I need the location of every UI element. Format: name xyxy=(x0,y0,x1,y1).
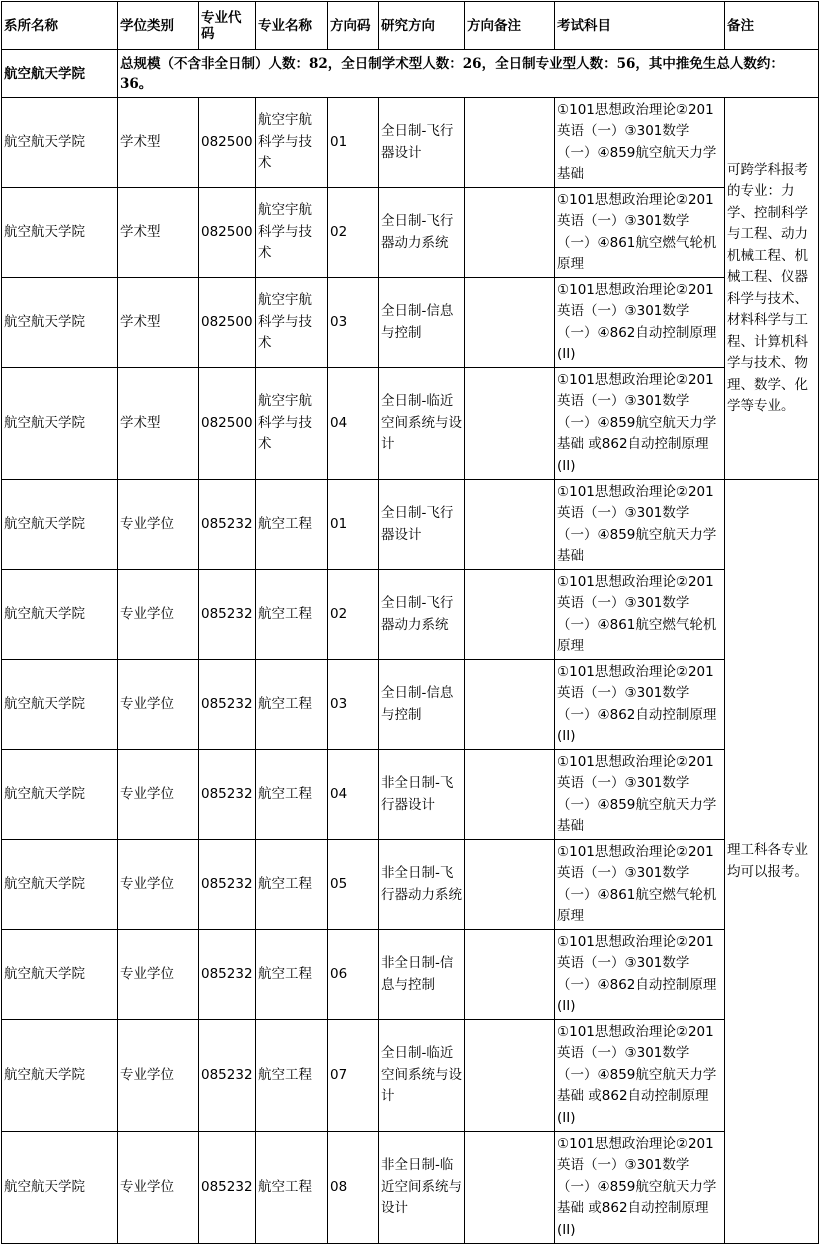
table-body xyxy=(2,50,819,1244)
major-code-cell: 085232 xyxy=(199,840,256,930)
research-direction-cell: 全日制-飞行器设计 xyxy=(379,480,465,570)
research-direction-cell: 非全日制-临近空间系统与设计 xyxy=(379,1132,465,1244)
remarks-academic-cell: 可跨学科报考的专业：力学、控制科学与工程、动力机械工程、机械工程、仪器科学与技术、材料科学与工程、计算机科学与技术、物理、数学、化学等专业。 xyxy=(725,98,819,480)
degree-type-cell: 学术型 xyxy=(118,98,199,188)
major-code-cell: 085232 xyxy=(199,570,256,660)
major-code-cell: 082500 xyxy=(199,278,256,368)
major-name-cell: 航空宇航科学与技术 xyxy=(256,368,328,480)
direction-note-cell xyxy=(465,480,555,570)
major-name-cell: 航空工程 xyxy=(256,570,328,660)
degree-type-cell: 专业学位 xyxy=(118,930,199,1020)
major-code-cell: 082500 xyxy=(199,98,256,188)
exam-subjects-cell: ①101思想政治理论②201英语（一）③301数学（一）④862自动控制原理(II) xyxy=(555,930,725,1020)
scale-summary: 总规模（不含非全日制）人数：82，全日制学术型人数：26，全日制专业型人数：56，其中推免生总人数约：36。 xyxy=(118,50,819,98)
major-name-cell: 航空工程 xyxy=(256,1132,328,1244)
department-cell: 航空航天学院 xyxy=(2,1132,118,1244)
direction-code-cell: 05 xyxy=(328,840,379,930)
department-cell: 航空航天学院 xyxy=(2,480,118,570)
research-direction-cell: 非全日制-飞行器设计 xyxy=(379,750,465,840)
research-direction-cell: 全日制-飞行器设计 xyxy=(379,98,465,188)
table-row xyxy=(2,570,819,660)
exam-subjects-cell: ①101思想政治理论②201英语（一）③301数学（一）④861航空燃气轮机原理 xyxy=(555,840,725,930)
degree-type-cell: 专业学位 xyxy=(118,750,199,840)
table-row xyxy=(2,660,819,750)
major-name-cell: 航空工程 xyxy=(256,750,328,840)
header-degree-type: 学位类别 xyxy=(118,2,199,50)
department-cell: 航空航天学院 xyxy=(2,98,118,188)
degree-type-cell: 学术型 xyxy=(118,368,199,480)
department-cell: 航空航天学院 xyxy=(2,278,118,368)
table-row xyxy=(2,1020,819,1132)
scale-department: 航空航天学院 xyxy=(2,50,118,98)
exam-subjects-cell: ①101思想政治理论②201英语（一）③301数学（一）④862自动控制原理(II) xyxy=(555,278,725,368)
major-name-cell: 航空宇航科学与技术 xyxy=(256,188,328,278)
major-code-cell: 085232 xyxy=(199,660,256,750)
remarks-professional-cell: 理工科各专业均可以报考。 xyxy=(725,480,819,1244)
direction-code-cell: 03 xyxy=(328,278,379,368)
degree-type-cell: 专业学位 xyxy=(118,480,199,570)
research-direction-cell: 全日制-信息与控制 xyxy=(379,660,465,750)
exam-subjects-cell: ①101思想政治理论②201英语（一）③301数学（一）④859航空航天力学基础 xyxy=(555,750,725,840)
major-name-cell: 航空宇航科学与技术 xyxy=(256,278,328,368)
table-row xyxy=(2,750,819,840)
major-name-cell: 航空工程 xyxy=(256,930,328,1020)
research-direction-cell: 全日制-飞行器动力系统 xyxy=(379,188,465,278)
direction-note-cell xyxy=(465,930,555,1020)
degree-type-cell: 学术型 xyxy=(118,278,199,368)
direction-code-cell: 08 xyxy=(328,1132,379,1244)
direction-note-cell xyxy=(465,750,555,840)
direction-note-cell xyxy=(465,98,555,188)
direction-code-cell: 02 xyxy=(328,188,379,278)
admissions-table xyxy=(1,1,819,1244)
department-cell: 航空航天学院 xyxy=(2,570,118,660)
degree-type-cell: 专业学位 xyxy=(118,660,199,750)
direction-code-cell: 03 xyxy=(328,660,379,750)
major-code-cell: 085232 xyxy=(199,1020,256,1132)
header-major-code: 专业代码 xyxy=(199,2,256,50)
header-research-direction: 研究方向 xyxy=(379,2,465,50)
major-name-cell: 航空工程 xyxy=(256,1020,328,1132)
research-direction-cell: 全日制-飞行器动力系统 xyxy=(379,570,465,660)
research-direction-cell: 全日制-临近空间系统与设计 xyxy=(379,1020,465,1132)
major-code-cell: 082500 xyxy=(199,188,256,278)
direction-note-cell xyxy=(465,1020,555,1132)
header-direction-code: 方向码 xyxy=(328,2,379,50)
major-name-cell: 航空工程 xyxy=(256,480,328,570)
research-direction-cell: 非全日制-信息与控制 xyxy=(379,930,465,1020)
direction-note-cell xyxy=(465,840,555,930)
research-direction-cell: 非全日制-飞行器动力系统 xyxy=(379,840,465,930)
exam-subjects-cell: ①101思想政治理论②201英语（一）③301数学（一）④861航空燃气轮机原理 xyxy=(555,188,725,278)
table-row xyxy=(2,1132,819,1244)
table-row xyxy=(2,98,819,188)
department-cell: 航空航天学院 xyxy=(2,188,118,278)
exam-subjects-cell: ①101思想政治理论②201英语（一）③301数学（一）④859航空航天力学基础 xyxy=(555,98,725,188)
major-code-cell: 085232 xyxy=(199,1132,256,1244)
direction-code-cell: 06 xyxy=(328,930,379,1020)
department-cell: 航空航天学院 xyxy=(2,750,118,840)
major-name-cell: 航空工程 xyxy=(256,660,328,750)
degree-type-cell: 学术型 xyxy=(118,188,199,278)
exam-subjects-cell: ①101思想政治理论②201英语（一）③301数学（一）④859航空航天力学基础 或862自动控制原理(II) xyxy=(555,1132,725,1244)
major-code-cell: 085232 xyxy=(199,750,256,840)
direction-note-cell xyxy=(465,660,555,750)
major-name-cell: 航空工程 xyxy=(256,840,328,930)
degree-type-cell: 专业学位 xyxy=(118,840,199,930)
table-row xyxy=(2,278,819,368)
exam-subjects-cell: ①101思想政治理论②201英语（一）③301数学（一）④859航空航天力学基础 xyxy=(555,480,725,570)
direction-note-cell xyxy=(465,188,555,278)
major-code-cell: 085232 xyxy=(199,930,256,1020)
table-row xyxy=(2,368,819,480)
exam-subjects-cell: ①101思想政治理论②201英语（一）③301数学（一）④862自动控制原理(II) xyxy=(555,660,725,750)
direction-note-cell xyxy=(465,570,555,660)
department-cell: 航空航天学院 xyxy=(2,368,118,480)
direction-code-cell: 04 xyxy=(328,368,379,480)
research-direction-cell: 全日制-信息与控制 xyxy=(379,278,465,368)
degree-type-cell: 专业学位 xyxy=(118,1020,199,1132)
direction-code-cell: 04 xyxy=(328,750,379,840)
department-cell: 航空航天学院 xyxy=(2,1020,118,1132)
direction-code-cell: 07 xyxy=(328,1020,379,1132)
header-exam-subjects: 考试科目 xyxy=(555,2,725,50)
direction-code-cell: 02 xyxy=(328,570,379,660)
header-direction-note: 方向备注 xyxy=(465,2,555,50)
table-row xyxy=(2,188,819,278)
department-cell: 航空航天学院 xyxy=(2,660,118,750)
table-row xyxy=(2,840,819,930)
major-code-cell: 085232 xyxy=(199,480,256,570)
direction-note-cell xyxy=(465,1132,555,1244)
direction-code-cell: 01 xyxy=(328,480,379,570)
direction-note-cell xyxy=(465,368,555,480)
scale-row xyxy=(2,50,819,98)
major-name-cell: 航空宇航科学与技术 xyxy=(256,98,328,188)
header-major-name: 专业名称 xyxy=(256,2,328,50)
header-row xyxy=(2,2,819,50)
exam-subjects-cell: ①101思想政治理论②201英语（一）③301数学（一）④859航空航天力学基础 或862自动控制原理(II) xyxy=(555,1020,725,1132)
degree-type-cell: 专业学位 xyxy=(118,1132,199,1244)
direction-note-cell xyxy=(465,278,555,368)
department-cell: 航空航天学院 xyxy=(2,840,118,930)
header-department: 系所名称 xyxy=(2,2,118,50)
major-code-cell: 082500 xyxy=(199,368,256,480)
degree-type-cell: 专业学位 xyxy=(118,570,199,660)
department-cell: 航空航天学院 xyxy=(2,930,118,1020)
exam-subjects-cell: ①101思想政治理论②201英语（一）③301数学（一）④859航空航天力学基础 或862自动控制原理(II) xyxy=(555,368,725,480)
header-remarks: 备注 xyxy=(725,2,819,50)
exam-subjects-cell: ①101思想政治理论②201英语（一）③301数学（一）④861航空燃气轮机原理 xyxy=(555,570,725,660)
table-row xyxy=(2,480,819,570)
research-direction-cell: 全日制-临近空间系统与设计 xyxy=(379,368,465,480)
direction-code-cell: 01 xyxy=(328,98,379,188)
table-row xyxy=(2,930,819,1020)
